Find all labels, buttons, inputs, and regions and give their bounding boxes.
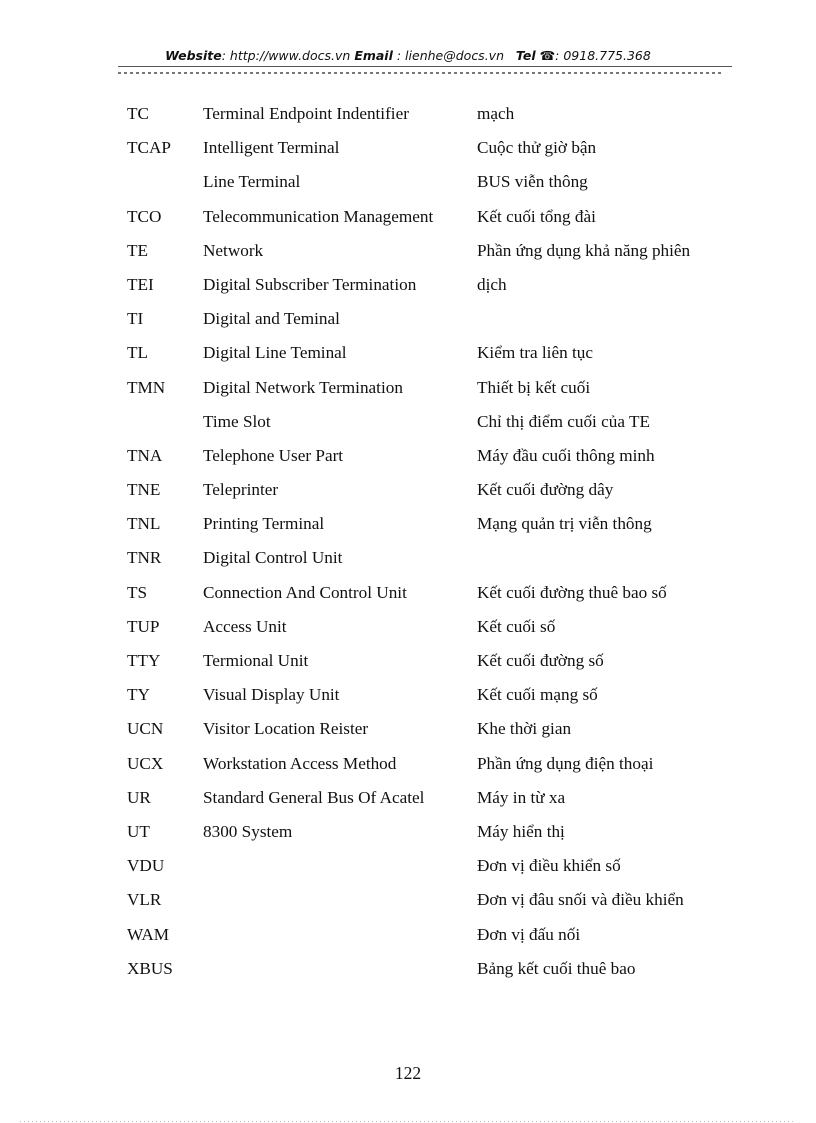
abbreviation: TTY	[127, 651, 161, 670]
abbreviation: TNR	[127, 548, 162, 568]
header-rule	[118, 66, 732, 67]
tel-value: : 0918.775.368	[555, 48, 651, 63]
term-english: Teleprinter	[203, 480, 279, 500]
abbreviation: XBUS	[127, 958, 173, 978]
term-meaning: Cuộc thử giờ bận	[477, 138, 597, 158]
abbreviation-list	[0, 97, 816, 986]
term-english: Printing Terminal	[203, 514, 325, 534]
list-row	[0, 268, 816, 302]
website-value[interactable]: : http://www.docs.vn	[221, 48, 351, 63]
page-header	[0, 48, 816, 63]
list-row	[0, 473, 816, 507]
list-row	[0, 576, 816, 610]
abbreviation: TCAP	[127, 138, 171, 158]
term-english: 8300 System	[203, 821, 293, 841]
abbreviation: TC	[127, 104, 149, 123]
list-row	[0, 97, 816, 131]
term-english: Digital Control Unit	[203, 548, 343, 568]
list-row	[0, 712, 816, 746]
term-meaning: mạch	[477, 104, 515, 123]
term-meaning: Kết cuối số	[477, 616, 556, 636]
website-label: Website	[165, 48, 222, 63]
list-row	[0, 678, 816, 712]
term-english: Intelligent Terminal	[203, 138, 340, 158]
abbreviation: TNA	[127, 445, 163, 465]
term-meaning: Kết cuối đường thuê bao số	[477, 582, 667, 602]
term-meaning: Phần ứng dụng điện thoại	[477, 753, 654, 773]
term-english: Line Terminal	[203, 172, 301, 192]
term-meaning: Đơn vị đấu nối	[477, 924, 581, 944]
abbreviation: TY	[127, 685, 150, 705]
term-english: Digital Line Teminal	[203, 343, 347, 363]
abbreviation: TEI	[127, 274, 154, 294]
list-row	[0, 336, 816, 370]
header-dashed-line	[118, 72, 723, 74]
term-english: Visual Display Unit	[203, 685, 340, 705]
list-row	[0, 371, 816, 405]
term-meaning: Kết cuối mạng số	[477, 685, 598, 705]
abbreviation: TMN	[127, 377, 166, 397]
term-meaning: Máy in từ xa	[477, 787, 566, 807]
list-row	[0, 541, 816, 575]
term-english: Telecommunication Management	[203, 206, 434, 226]
email-label: Email	[354, 48, 393, 63]
term-meaning: Kết cuối đường dây	[477, 480, 614, 500]
list-row	[0, 644, 816, 678]
term-meaning: Phần ứng dụng khả năng phiên	[477, 240, 691, 260]
abbreviation: TL	[127, 343, 148, 363]
term-meaning: Mạng quản trị viễn thông	[477, 514, 652, 534]
term-english: Connection And Control Unit	[203, 582, 407, 602]
term-meaning: Máy hiển thị	[477, 821, 565, 841]
term-english: Standard General Bus Of Acatel	[203, 787, 425, 807]
list-row	[0, 234, 816, 268]
list-row	[0, 849, 816, 883]
list-row	[0, 131, 816, 165]
abbreviation: VDU	[127, 856, 165, 876]
term-english: Time Slot	[203, 411, 271, 431]
list-row	[0, 781, 816, 815]
term-english: Terminal Endpoint Indentifier	[203, 104, 409, 123]
abbreviation: UCN	[127, 719, 164, 739]
list-row	[0, 610, 816, 644]
term-english: Access Unit	[203, 616, 287, 636]
abbreviation: TS	[127, 582, 148, 602]
term-english: Digital Network Termination	[203, 377, 403, 397]
abbreviation: TCO	[127, 206, 162, 226]
abbreviation: UT	[127, 821, 150, 841]
abbreviation: WAM	[127, 924, 170, 944]
term-english: Workstation Access Method	[203, 753, 397, 773]
abbreviation: UCX	[127, 753, 164, 773]
list-row	[0, 405, 816, 439]
abbreviation: TUP	[127, 616, 160, 636]
term-english: Telephone User Part	[203, 445, 344, 465]
list-row	[0, 165, 816, 199]
list-row	[0, 200, 816, 234]
term-meaning: Máy đầu cuối thông minh	[477, 445, 655, 465]
abbreviation: TE	[127, 240, 148, 260]
abbreviation: TNE	[127, 480, 161, 500]
term-meaning: Bảng kết cuối thuê bao	[477, 958, 636, 978]
term-meaning: Thiết bị kết cuối	[477, 377, 591, 397]
term-english: Digital Subscriber Termination	[203, 274, 417, 294]
term-english: Termional Unit	[203, 651, 309, 670]
term-english: Visitor Location Reister	[203, 719, 369, 739]
term-meaning: Đơn vị điều khiển số	[477, 856, 621, 876]
tel-label: Tel	[515, 48, 536, 63]
term-english: Network	[203, 240, 264, 260]
term-meaning: Chỉ thị điểm cuối của TE	[477, 411, 650, 431]
list-row	[0, 815, 816, 849]
list-row	[0, 507, 816, 541]
footer-dotted-line	[20, 1121, 796, 1122]
term-meaning: dịch	[477, 274, 507, 294]
abbreviation: TI	[127, 309, 144, 329]
term-meaning: Đơn vị đâu snối và điều khiển	[477, 890, 684, 910]
email-value[interactable]: : lienhe@docs.vn	[396, 48, 504, 63]
term-meaning: Khe thời gian	[477, 719, 572, 739]
term-meaning: Kết cuối đường số	[477, 651, 604, 670]
term-meaning: Kiểm tra liên tục	[477, 343, 593, 363]
list-row	[0, 747, 816, 781]
term-meaning: BUS viễn thông	[477, 172, 588, 192]
term-meaning: Kết cuối tổng đài	[477, 206, 596, 226]
list-row	[0, 918, 816, 952]
abbreviation: TNL	[127, 514, 161, 534]
term-english: Digital and Teminal	[203, 309, 340, 329]
list-row	[0, 883, 816, 917]
abbreviation: VLR	[127, 890, 162, 910]
page-number: 122	[394, 1063, 422, 1083]
abbreviation: UR	[127, 787, 151, 807]
telephone-icon: ☎	[539, 48, 556, 63]
list-row	[0, 302, 816, 336]
list-row	[0, 439, 816, 473]
list-row	[0, 952, 816, 986]
